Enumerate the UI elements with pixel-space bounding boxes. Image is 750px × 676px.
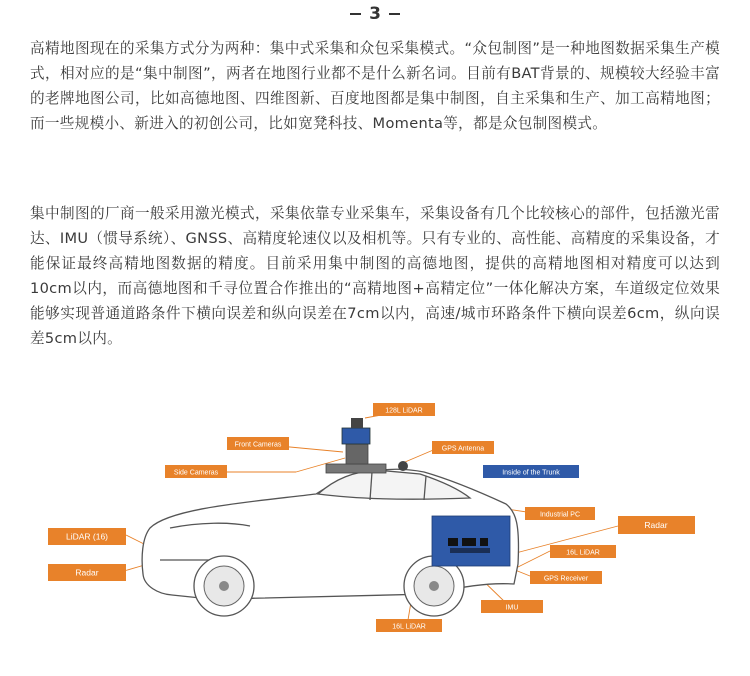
svg-text:Industrial PC: Industrial PC: [539, 511, 581, 519]
front-wheel: [194, 556, 254, 616]
trunk-equipment: [432, 516, 510, 566]
label-side-cameras: [165, 465, 227, 478]
section-number: 3: [369, 4, 381, 24]
label-lidar-16-left: [48, 528, 126, 545]
collection-vehicle-diagram: [20, 388, 720, 676]
svg-text:Front Cameras: Front Cameras: [234, 441, 282, 449]
svg-text:GPS Receiver: GPS Receiver: [543, 575, 589, 583]
svg-text:128L LiDAR: 128L LiDAR: [385, 407, 423, 415]
label-industrial-pc: [525, 507, 595, 520]
svg-text:Radar: Radar: [644, 520, 668, 530]
svg-text:16L LiDAR: 16L LiDAR: [392, 623, 426, 631]
paragraph-collection-modes: 高精地图现在的采集方式分为两种：集中式采集和众包采集模式。“众包制图”是一种地图数据采集生产模式，相对应的是“集中制图”，两者在地图行业都不是什么新名词。目前有BAT背景的、规模较大经验丰富的老牌地图公司，比如高德地图、四维图新、百度地图都是集中制图，自主采集和生产、加工高精地图；而一些规模小、新进入的初创公司，比如宽凳科技、Momenta等，都是众包制图模式。: [30, 40, 720, 132]
label-lidar-16-bottom: [376, 619, 442, 632]
svg-text:Inside of the Trunk: Inside of the Trunk: [502, 469, 560, 477]
label-lidar-128: [373, 403, 435, 416]
paragraph-centralized-mapping: 集中制图的厂商一般采用激光模式，采集依靠专业采集车，采集设备有几个比较核心的部件，包括激光雷达、IMU（惯导系统）、GNSS、高精度轮速仪以及相机等。只有专业的、高性能、高精度的采集设备，才能保证最终高精地图数据的精度。目前采用集中制图的高德地图，提供的高精地图相对精度可以达到10cm以内，而高德地图和千寻位置合作推出的“高精地图+高精定位”一体化解决方案，车道级定位效果能够实现普通道路条件下横向误差和纵向误差在7cm以内，高速/城市环路条件下横向误差6cm，纵向误差5cm以内。: [30, 205, 720, 347]
label-radar-left: [48, 564, 126, 581]
collection-vehicle-figure: [20, 388, 720, 676]
label-radar-right: [618, 516, 695, 534]
svg-text:16L LiDAR: 16L LiDAR: [566, 549, 600, 557]
label-imu: [481, 600, 543, 613]
header-dash-right: [389, 13, 400, 15]
header-dash-left: [350, 13, 361, 15]
svg-text:GPS Antenna: GPS Antenna: [441, 445, 485, 453]
section-number-header: [0, 2, 750, 26]
label-gps-receiver: [530, 571, 602, 584]
label-lidar-16-rear: [550, 545, 616, 558]
svg-text:LiDAR (16): LiDAR (16): [65, 531, 109, 542]
label-front-cameras: [227, 437, 289, 450]
svg-text:Side Cameras: Side Cameras: [173, 469, 219, 477]
label-gps-antenna: [432, 441, 494, 454]
label-inside-trunk: [483, 465, 579, 478]
svg-text:IMU: IMU: [505, 604, 519, 612]
svg-text:Radar: Radar: [75, 567, 99, 578]
